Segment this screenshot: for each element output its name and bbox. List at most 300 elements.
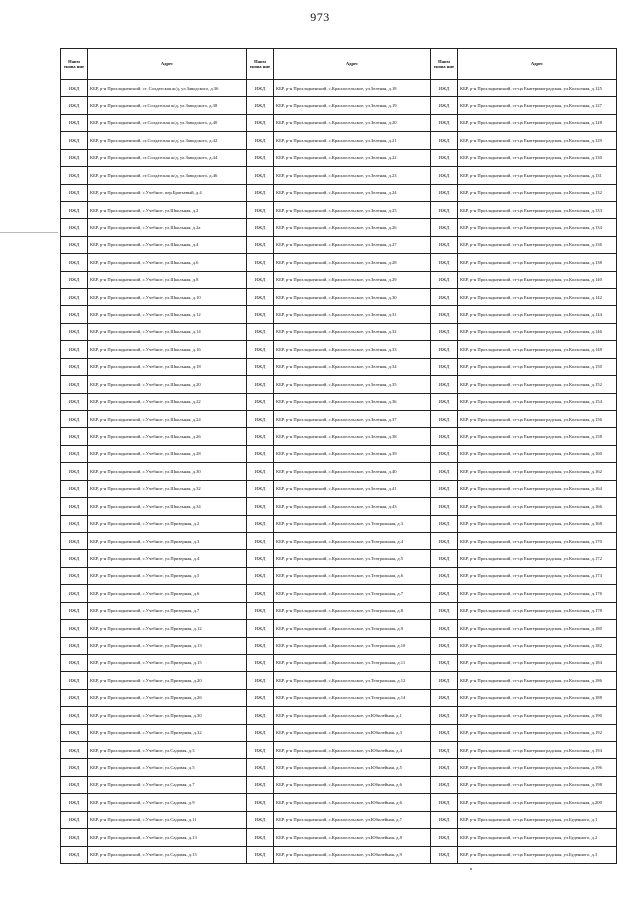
kind-cell: ИЖД xyxy=(247,358,274,375)
address-cell: КБР, р-н Прохладненский, с.Красносельское, ул.Зеленая, д.39 xyxy=(274,445,431,462)
kind-cell: ИЖД xyxy=(247,289,274,306)
kind-cell: ИЖД xyxy=(431,289,458,306)
address-cell: КБР, р-н Прохладненский, с.Учебное, ул.Призерная, д.5 xyxy=(88,567,247,584)
address-cell: КБР, р-н Прохладненский, с.Красносельское, ул.Зеленая, д.38 xyxy=(274,428,431,445)
header-address: Адрес xyxy=(274,49,431,80)
kind-cell: ИЖД xyxy=(431,97,458,114)
address-cell: КБР, р-н Прохладненский, с.Красносельское, ул.Зеленая, д.40 xyxy=(274,463,431,480)
address-cell: КБР, р-н Прохладненский, с.Учебное, ул.Школьная, д.34 xyxy=(88,498,247,515)
kind-cell: ИЖД xyxy=(247,759,274,776)
address-cell: КБР, р-н Прохладненский, ст-ца Екатериноградская, ул.Колхозная, д.162 xyxy=(458,463,617,480)
kind-cell: ИЖД xyxy=(247,515,274,532)
kind-cell: ИЖД xyxy=(61,411,88,428)
kind-cell: ИЖД xyxy=(247,550,274,567)
kind-cell: ИЖД xyxy=(431,742,458,759)
address-cell: КБР, р-н Прохладненский, с.Красносельское, ул.Зеленая, д.29 xyxy=(274,271,431,288)
kind-cell: ИЖД xyxy=(431,654,458,671)
address-cell: КБР, р-н Прохладненский, с.Красносельское, ул.Зеленая, д.41 xyxy=(274,480,431,497)
table-row xyxy=(61,776,617,793)
table-row xyxy=(61,167,617,184)
address-cell: КБР, р-н Прохладненский, с.Красносельское, ул.Театральная, д.14 xyxy=(274,689,431,706)
address-cell: КБР, р-н Прохладненский, ст-ца Екатериноградская, ул.Колхозная, д.160 xyxy=(458,445,617,462)
kind-cell: ИЖД xyxy=(61,620,88,637)
address-cell: КБР, р-н Прохладненский, с.Учебное, ул.Школьная, д.14 xyxy=(88,323,247,340)
page-number: 973 xyxy=(310,10,330,24)
table-row xyxy=(61,585,617,602)
kind-cell: ИЖД xyxy=(431,167,458,184)
kind-cell: ИЖД xyxy=(431,219,458,236)
kind-cell: ИЖД xyxy=(61,498,88,515)
kind-cell: ИЖД xyxy=(247,689,274,706)
table-row xyxy=(61,323,617,340)
address-cell: КБР, р-н Прохладненский, ст. Солдатская ж/д, ул.Заводского, д.36 xyxy=(88,80,247,97)
kind-cell: ИЖД xyxy=(61,80,88,97)
address-cell: КБР, р-н Прохладненский, ст.Солдатская ж/д, ул.Заводского, д.38 xyxy=(88,97,247,114)
address-cell: КБР, р-н Прохладненский, с.Учебное, ул.Призерная, д.15 xyxy=(88,654,247,671)
kind-cell: ИЖД xyxy=(61,323,88,340)
address-cell: КБР, р-н Прохладненский, с.Учебное, ул.Школьная, д.6 xyxy=(88,254,247,271)
address-cell: КБР, р-н Прохладненский, ст-ца Екатериноградская, ул.Колхозная, д.150 xyxy=(458,358,617,375)
address-cell: КБР, р-н Прохладненский, с.Красносельское, ул.Театральная, д.5 xyxy=(274,550,431,567)
address-cell: КБР, р-н Прохладненский, с.Красносельское, ул.Зеленая, д.25 xyxy=(274,201,431,218)
kind-cell: ИЖД xyxy=(61,515,88,532)
kind-cell: ИЖД xyxy=(247,393,274,410)
address-cell: КБР, р-н Прохладненский, с.Красносельское, ул.Театральная, д.12 xyxy=(274,672,431,689)
address-cell: КБР, р-н Прохладненский, с.Учебное, ул.Призерная, д.13 xyxy=(88,637,247,654)
table-row xyxy=(61,689,617,706)
address-cell: КБР, р-н Прохладненский, с.Красносельское, ул.Зеленая, д.23 xyxy=(274,167,431,184)
address-cell: КБР, р-н Прохладненский, ст-ца Екатериноградская, ул.Колхозная, д.130 xyxy=(458,149,617,166)
header-address: Адрес xyxy=(88,49,247,80)
address-cell: КБР, р-н Прохладненский, с.Красносельское, ул.Юбилейная, д.3 xyxy=(274,724,431,741)
address-cell: КБР, р-н Прохладненский, ст-ца Екатериноградская, ул.Колхозная, д.142 xyxy=(458,289,617,306)
kind-cell: ИЖД xyxy=(431,149,458,166)
address-cell: КБР, р-н Прохладненский, ст-ца Екатериноградская, ул.Колхозная, д.198 xyxy=(458,776,617,793)
address-cell: КБР, р-н Прохладненский, с.Красносельское, ул.Зеленая, д.26 xyxy=(274,219,431,236)
kind-cell: ИЖД xyxy=(61,341,88,358)
address-cell: КБР, р-н Прохладненский, ст-ца Екатериноградская, ул.Колхозная, д.174 xyxy=(458,567,617,584)
table-row xyxy=(61,480,617,497)
kind-cell: ИЖД xyxy=(431,829,458,846)
address-cell: КБР, р-н Прохладненский, ст-ца Екатериноградская, ул.Колхозная, д.188 xyxy=(458,689,617,706)
header-address: Адрес xyxy=(458,49,617,80)
table-row xyxy=(61,532,617,549)
address-cell: КБР, р-н Прохладненский, с.Учебное, ул.Школьная, д.8 xyxy=(88,271,247,288)
table-row xyxy=(61,149,617,166)
address-cell: КБР, р-н Прохладненский, с.Учебное, ул.Садовая, д.3 xyxy=(88,742,247,759)
kind-cell: ИЖД xyxy=(61,393,88,410)
address-cell: КБР, р-н Прохладненский, с.Учебное, ул.Школьная, д.12 xyxy=(88,306,247,323)
kind-cell: ИЖД xyxy=(247,532,274,549)
kind-cell: ИЖД xyxy=(431,254,458,271)
kind-cell: ИЖД xyxy=(61,219,88,236)
address-cell: КБР, р-н Прохладненский, ст-ца Екатериноградская, ул.Колхозная, д.186 xyxy=(458,672,617,689)
table-row xyxy=(61,463,617,480)
table-row xyxy=(61,672,617,689)
kind-cell: ИЖД xyxy=(61,550,88,567)
address-cell: КБР, р-н Прохладненский, с.Красносельское, ул.Зеленая, д.33 xyxy=(274,341,431,358)
table-row xyxy=(61,794,617,811)
address-cell: КБР, р-н Прохладненский, ст-ца Екатериноградская, ул.Колхозная, д.134 xyxy=(458,219,617,236)
kind-cell: ИЖД xyxy=(247,341,274,358)
kind-cell: ИЖД xyxy=(431,637,458,654)
kind-cell: ИЖД xyxy=(247,811,274,828)
address-cell: КБР, р-н Прохладненский, ст-ца Екатериноградская, ул.Колхозная, д.144 xyxy=(458,306,617,323)
address-cell: КБР, р-н Прохладненский, с.Красносельское, ул.Зеленая, д.34 xyxy=(274,358,431,375)
table-row xyxy=(61,620,617,637)
address-cell: КБР, р-н Прохладненский, с.Красносельское, ул.Театральная, д.8 xyxy=(274,602,431,619)
address-cell: КБР, р-н Прохладненский, с.Учебное, ул.Школьная, д.2а xyxy=(88,219,247,236)
kind-cell: ИЖД xyxy=(431,271,458,288)
address-cell: КБР, р-н Прохладненский, ст-ца Екатериноградская, ул.Колхозная, д.129 xyxy=(458,132,617,149)
address-cell: КБР, р-н Прохладненский, с.Красносельское, ул.Зеленая, д.24 xyxy=(274,184,431,201)
address-cell: КБР, р-н Прохладненский, ст-ца Екатериноградская, ул.Буденного, д.2 xyxy=(458,829,617,846)
address-cell: КБР, р-н Прохладненский, ст.Солдатская ж/д, ул.Заводского, д.40 xyxy=(88,114,247,131)
address-cell: КБР, р-н Прохладненский, с.Красносельское, ул.Зеленая, д.28 xyxy=(274,254,431,271)
address-cell: КБР, р-н Прохладненский, с.Красносельское, ул.Театральная, д.10 xyxy=(274,637,431,654)
kind-cell: ИЖД xyxy=(247,567,274,584)
table-row xyxy=(61,742,617,759)
kind-cell: ИЖД xyxy=(431,341,458,358)
kind-cell: ИЖД xyxy=(247,428,274,445)
address-cell: КБР, р-н Прохладненский, с.Учебное, ул.Садовая, д.7 xyxy=(88,776,247,793)
address-cell: КБР, р-н Прохладненский, с.Красносельское, ул.Зеленая, д.20 xyxy=(274,114,431,131)
table-row xyxy=(61,411,617,428)
kind-cell: ИЖД xyxy=(61,132,88,149)
address-cell: КБР, р-н Прохладненский, с.Красносельское, ул.Театральная, д.9 xyxy=(274,620,431,637)
kind-cell: ИЖД xyxy=(431,550,458,567)
kind-cell: ИЖД xyxy=(247,585,274,602)
address-cell: КБР, р-н Прохладненский, ст-ца Екатериноградская, ул.Колхозная, д.158 xyxy=(458,428,617,445)
kind-cell: ИЖД xyxy=(247,829,274,846)
address-cell: КБР, р-н Прохладненский, с.Красносельское, ул.Зеленая, д.21 xyxy=(274,132,431,149)
address-cell: КБР, р-н Прохладненский, с.Учебное, ул.Школьная, д.18 xyxy=(88,358,247,375)
address-cell: КБР, р-н Прохладненский, с.Учебное, пер.Братьевый, д.4 xyxy=(88,184,247,201)
kind-cell: ИЖД xyxy=(61,184,88,201)
kind-cell: ИЖД xyxy=(61,376,88,393)
kind-cell: ИЖД xyxy=(61,794,88,811)
address-cell: КБР, р-н Прохладненский, ст-ца Екатериноградская, ул.Колхозная, д.168 xyxy=(458,515,617,532)
address-cell: КБР, р-н Прохладненский, с.Учебное, ул.Школьная, д.28 xyxy=(88,445,247,462)
address-cell: КБР, р-н Прохладненский, с.Учебное, ул.Призерная, д.26 xyxy=(88,689,247,706)
kind-cell: ИЖД xyxy=(61,201,88,218)
address-cell: КБР, р-н Прохладненский, с.Красносельское, ул.Зеленая, д.27 xyxy=(274,236,431,253)
table-row xyxy=(61,724,617,741)
address-cell: КБР, р-н Прохладненский, с.Красносельское, ул.Зеленая, д.43 xyxy=(274,498,431,515)
address-cell: КБР, р-н Прохладненский, ст.Солдатская ж/д, ул.Заводского, д.46 xyxy=(88,167,247,184)
kind-cell: ИЖД xyxy=(431,794,458,811)
address-cell: КБР, р-н Прохладненский, с.Учебное, ул.Садовая, д.13 xyxy=(88,829,247,846)
kind-cell: ИЖД xyxy=(431,445,458,462)
address-cell: КБР, р-н Прохладненский, с.Красносельское, ул.Зеленая, д.30 xyxy=(274,289,431,306)
kind-cell: ИЖД xyxy=(61,271,88,288)
kind-cell: ИЖД xyxy=(61,654,88,671)
table-row xyxy=(61,201,617,218)
kind-cell: ИЖД xyxy=(61,480,88,497)
address-cell: КБР, р-н Прохладненский, с.Красносельское, ул.Юбилейная, д.8 xyxy=(274,829,431,846)
address-cell: КБР, р-н Прохладненский, ст-ца Екатериноградская, ул.Колхозная, д.131 xyxy=(458,167,617,184)
kind-cell: ИЖД xyxy=(431,811,458,828)
kind-cell: ИЖД xyxy=(431,515,458,532)
address-cell: КБР, р-н Прохладненский, ст-ца Екатериноградская, ул.Колхозная, д.148 xyxy=(458,341,617,358)
kind-cell: ИЖД xyxy=(247,236,274,253)
address-cell: КБР, р-н Прохладненский, с.Учебное, ул.Школьная, д.16 xyxy=(88,341,247,358)
kind-cell: ИЖД xyxy=(247,637,274,654)
table-row xyxy=(61,550,617,567)
address-cell: КБР, р-н Прохладненский, с.Учебное, ул.Школьная, д.24 xyxy=(88,411,247,428)
address-cell: КБР, р-н Прохладненский, с.Красносельское, ул.Юбилейная, д.6 xyxy=(274,776,431,793)
address-table xyxy=(60,48,617,864)
table-row xyxy=(61,80,617,97)
table-row xyxy=(61,184,617,201)
kind-cell: ИЖД xyxy=(431,846,458,863)
kind-cell: ИЖД xyxy=(247,654,274,671)
kind-cell: ИЖД xyxy=(431,672,458,689)
table-row xyxy=(61,393,617,410)
kind-cell: ИЖД xyxy=(61,672,88,689)
address-cell: КБР, р-н Прохладненский, с.Учебное, ул.Призерная, д.32 xyxy=(88,724,247,741)
address-cell: КБР, р-н Прохладненский, с.Красносельское, ул.Театральная, д.7 xyxy=(274,585,431,602)
table-row xyxy=(61,428,617,445)
kind-cell: ИЖД xyxy=(61,358,88,375)
kind-cell: ИЖД xyxy=(431,428,458,445)
address-cell: КБР, р-н Прохладненский, ст-ца Екатериноградская, ул.Колхозная, д.140 xyxy=(458,271,617,288)
address-cell: КБР, р-н Прохладненский, с.Красносельское, ул.Театральная, д.4 xyxy=(274,532,431,549)
address-cell: КБР, р-н Прохладненский, с.Красносельское, ул.Зеленая, д.31 xyxy=(274,306,431,323)
kind-cell: ИЖД xyxy=(431,306,458,323)
kind-cell: ИЖД xyxy=(247,707,274,724)
kind-cell: ИЖД xyxy=(61,167,88,184)
table-row xyxy=(61,306,617,323)
table-row xyxy=(61,829,617,846)
address-cell: КБР, р-н Прохладненский, ст.Солдатская ж/д, ул.Заводского, д.42 xyxy=(88,132,247,149)
kind-cell: ИЖД xyxy=(431,532,458,549)
kind-cell: ИЖД xyxy=(247,445,274,462)
kind-cell: ИЖД xyxy=(247,498,274,515)
address-cell: КБР, р-н Прохладненский, ст-ца Екатериноградская, ул.Колхозная, д.152 xyxy=(458,376,617,393)
address-cell: КБР, р-н Прохладненский, ст-ца Екатериноградская, ул.Колхозная, д.196 xyxy=(458,759,617,776)
kind-cell: ИЖД xyxy=(61,689,88,706)
table-row xyxy=(61,811,617,828)
address-cell: КБР, р-н Прохладненский, с.Учебное, ул.Школьная, д.4 xyxy=(88,236,247,253)
kind-cell: ИЖД xyxy=(247,271,274,288)
address-cell: КБР, р-н Прохладненский, с.Красносельское, ул.Юбилейная, д.5 xyxy=(274,759,431,776)
kind-cell: ИЖД xyxy=(61,602,88,619)
address-cell: КБР, р-н Прохладненский, с.Красносельское, ул.Юбилейная, д.9 xyxy=(274,846,431,863)
table-row xyxy=(61,846,617,863)
kind-cell: ИЖД xyxy=(247,201,274,218)
kind-cell: ИЖД xyxy=(61,724,88,741)
address-cell: КБР, р-н Прохладненский, ст-ца Екатериноградская, ул.Колхозная, д.172 xyxy=(458,550,617,567)
table-row xyxy=(61,358,617,375)
address-cell: КБР, р-н Прохладненский, ст-ца Екатериноградская, ул.Колхозная, д.164 xyxy=(458,480,617,497)
scan-margin-line xyxy=(0,232,58,233)
kind-cell: ИЖД xyxy=(61,776,88,793)
address-cell: КБР, р-н Прохладненский, ст-ца Екатериноградская, ул.Колхозная, д.128 xyxy=(458,114,617,131)
kind-cell: ИЖД xyxy=(431,236,458,253)
address-cell: КБР, р-н Прохладненский, с.Красносельское, ул.Зеленая, д.35 xyxy=(274,376,431,393)
kind-cell: ИЖД xyxy=(247,132,274,149)
kind-cell: ИЖД xyxy=(431,463,458,480)
table-row xyxy=(61,271,617,288)
table-row xyxy=(61,602,617,619)
kind-cell: ИЖД xyxy=(431,689,458,706)
address-cell: КБР, р-н Прохладненский, с.Красносельское, ул.Юбилейная, д.7 xyxy=(274,811,431,828)
table-row xyxy=(61,219,617,236)
kind-cell: ИЖД xyxy=(431,567,458,584)
address-cell: КБР, р-н Прохладненский, ст-ца Екатериноградская, ул.Буденного, д.1 xyxy=(458,811,617,828)
kind-cell: ИЖД xyxy=(61,567,88,584)
address-cell: КБР, р-н Прохладненский, с.Красносельское, ул.Юбилейная, д.1 xyxy=(274,707,431,724)
address-cell: КБР, р-н Прохладненский, с.Учебное, ул.Садовая, д.11 xyxy=(88,811,247,828)
kind-cell: ИЖД xyxy=(431,358,458,375)
kind-cell: ИЖД xyxy=(247,794,274,811)
address-cell: КБР, р-н Прохладненский, с.Красносельское, ул.Юбилейная, д.6 xyxy=(274,794,431,811)
address-cell: КБР, р-н Прохладненский, с.Красносельское, ул.Зеленая, д.36 xyxy=(274,393,431,410)
kind-cell: ИЖД xyxy=(247,620,274,637)
address-cell: КБР, р-н Прохладненский, с.Красносельское, ул.Зеленая, д.32 xyxy=(274,323,431,340)
address-cell: КБР, р-н Прохладненский, ст-ца Екатериноградская, ул.Колхозная, д.127 xyxy=(458,97,617,114)
kind-cell: ИЖД xyxy=(431,602,458,619)
address-cell: КБР, р-н Прохладненский, с.Учебное, ул.Школьная, д.22 xyxy=(88,393,247,410)
kind-cell: ИЖД xyxy=(61,829,88,846)
kind-cell: ИЖД xyxy=(61,97,88,114)
kind-cell: ИЖД xyxy=(61,742,88,759)
table-row xyxy=(61,341,617,358)
table-row xyxy=(61,759,617,776)
address-cell: КБР, р-н Прохладненский, ст-ца Екатериноградская, ул.Колхозная, д.133 xyxy=(458,201,617,218)
kind-cell: ИЖД xyxy=(431,776,458,793)
address-cell: КБР, р-н Прохладненский, с.Красносельское, ул.Юбилейная, д.4 xyxy=(274,742,431,759)
kind-cell: ИЖД xyxy=(247,323,274,340)
table-row xyxy=(61,254,617,271)
kind-cell: ИЖД xyxy=(61,759,88,776)
address-cell: КБР, р-н Прохладненский, с.Красносельское, ул.Театральная, д.3 xyxy=(274,515,431,532)
kind-cell: ИЖД xyxy=(61,846,88,863)
kind-cell: ИЖД xyxy=(431,201,458,218)
kind-cell: ИЖД xyxy=(247,167,274,184)
kind-cell: ИЖД xyxy=(247,480,274,497)
kind-cell: ИЖД xyxy=(431,480,458,497)
kind-cell: ИЖД xyxy=(61,289,88,306)
header-kind: Наим енова ние xyxy=(431,49,458,80)
kind-cell: ИЖД xyxy=(431,707,458,724)
kind-cell: ИЖД xyxy=(431,498,458,515)
table-row xyxy=(61,707,617,724)
kind-cell: ИЖД xyxy=(247,776,274,793)
kind-cell: ИЖД xyxy=(247,114,274,131)
header-kind: Наим енова ние xyxy=(61,49,88,80)
address-cell: КБР, р-н Прохладненский, с.Учебное, ул.Призерная, д.3 xyxy=(88,532,247,549)
table-row xyxy=(61,515,617,532)
table-row xyxy=(61,567,617,584)
kind-cell: ИЖД xyxy=(431,393,458,410)
address-cell: КБР, р-н Прохладненский, ст-ца Екатериноградская, ул.Колхозная, д.166 xyxy=(458,498,617,515)
table-row xyxy=(61,498,617,515)
kind-cell: ИЖД xyxy=(431,114,458,131)
address-cell: КБР, р-н Прохладненский, ст-ца Екатериноградская, ул.Колхозная, д.182 xyxy=(458,637,617,654)
kind-cell: ИЖД xyxy=(61,585,88,602)
kind-cell: ИЖД xyxy=(247,672,274,689)
kind-cell: ИЖД xyxy=(247,184,274,201)
address-cell: КБР, р-н Прохладненский, ст-ца Екатериноградская, ул.Колхозная, д.176 xyxy=(458,585,617,602)
address-cell: КБР, р-н Прохладненский, с.Учебное, ул.Призерная, д.12 xyxy=(88,620,247,637)
kind-cell: ИЖД xyxy=(431,80,458,97)
address-cell: КБР, р-н Прохладненский, с.Красносельское, ул.Зеленая, д.19 xyxy=(274,97,431,114)
kind-cell: ИЖД xyxy=(431,585,458,602)
kind-cell: ИЖД xyxy=(61,532,88,549)
kind-cell: ИЖД xyxy=(431,132,458,149)
address-cell: КБР, р-н Прохладненский, с.Красносельское, ул.Театральная, д.6 xyxy=(274,567,431,584)
address-cell: КБР, р-н Прохладненский, с.Учебное, ул.Призерная, д.6 xyxy=(88,585,247,602)
table-row xyxy=(61,236,617,253)
kind-cell: ИЖД xyxy=(247,149,274,166)
table-row xyxy=(61,114,617,131)
kind-cell: ИЖД xyxy=(61,811,88,828)
address-cell: КБР, р-н Прохладненский, ст-ца Екатериноградская, ул.Колхозная, д.146 xyxy=(458,323,617,340)
kind-cell: ИЖД xyxy=(61,637,88,654)
address-cell: КБР, р-н Прохладненский, с.Красносельское, ул.Театральная, д.11 xyxy=(274,654,431,671)
kind-cell: ИЖД xyxy=(431,376,458,393)
address-cell: КБР, р-н Прохладненский, ст.Солдатская ж/д, ул.Заводского, д.44 xyxy=(88,149,247,166)
kind-cell: ИЖД xyxy=(247,97,274,114)
header-kind: Наим енова ние xyxy=(247,49,274,80)
address-cell: КБР, р-н Прохладненский, ст-ца Екатериноградская, ул.Колхозная, д.132 xyxy=(458,184,617,201)
address-cell: КБР, р-н Прохладненский, с.Красносельское, ул.Зеленая, д.18 xyxy=(274,80,431,97)
kind-cell: ИЖД xyxy=(431,323,458,340)
table-row xyxy=(61,654,617,671)
kind-cell: ИЖД xyxy=(247,463,274,480)
kind-cell: ИЖД xyxy=(61,445,88,462)
address-cell: КБР, р-н Прохладненский, ст-ца Екатериноградская, ул.Колхозная, д.194 xyxy=(458,742,617,759)
kind-cell: ИЖД xyxy=(247,80,274,97)
kind-cell: ИЖД xyxy=(61,707,88,724)
address-cell: КБР, р-н Прохладненский, с.Учебное, ул.Призерная, д.30 xyxy=(88,707,247,724)
kind-cell: ИЖД xyxy=(61,114,88,131)
address-cell: КБР, р-н Прохладненский, ст-ца Екатериноградская, ул.Колхозная, д.125 xyxy=(458,80,617,97)
address-cell: КБР, р-н Прохладненский, ст-ца Екатериноградская, ул.Колхозная, д.170 xyxy=(458,532,617,549)
kind-cell: ИЖД xyxy=(61,236,88,253)
address-cell: КБР, р-н Прохладненский, с.Учебное, ул.Садовая, д.9 xyxy=(88,794,247,811)
kind-cell: ИЖД xyxy=(431,184,458,201)
address-cell: КБР, р-н Прохладненский, с.Учебное, ул.Школьная, д.20 xyxy=(88,376,247,393)
address-cell: КБР, р-н Прохладненский, с.Учебное, ул.Садовая, д.5 xyxy=(88,759,247,776)
kind-cell: ИЖД xyxy=(247,411,274,428)
kind-cell: ИЖД xyxy=(431,411,458,428)
kind-cell: ИЖД xyxy=(61,306,88,323)
address-cell: КБР, р-н Прохладненский, с.Учебное, ул.Школьная, д.26 xyxy=(88,428,247,445)
address-cell: КБР, р-н Прохладненский, с.Учебное, ул.Школьная, д.10 xyxy=(88,289,247,306)
address-cell: КБР, р-н Прохладненский, с.Красносельское, ул.Зеленая, д.22 xyxy=(274,149,431,166)
kind-cell: ИЖД xyxy=(247,742,274,759)
kind-cell: ИЖД xyxy=(247,724,274,741)
address-cell: КБР, р-н Прохладненский, ст-ца Екатериноградская, ул.Колхозная, д.200 xyxy=(458,794,617,811)
kind-cell: ИЖД xyxy=(431,759,458,776)
table-row xyxy=(61,376,617,393)
kind-cell: ИЖД xyxy=(61,463,88,480)
kind-cell: ИЖД xyxy=(61,149,88,166)
address-cell: КБР, р-н Прохладненский, ст-ца Екатериноградская, ул.Буденного, д.3 xyxy=(458,846,617,863)
kind-cell: ИЖД xyxy=(61,254,88,271)
address-cell: КБР, р-н Прохладненский, ст-ца Екатериноградская, ул.Колхозная, д.154 xyxy=(458,393,617,410)
table-header-row xyxy=(61,49,617,80)
address-cell: КБР, р-н Прохладненский, с.Учебное, ул.Школьная, д.30 xyxy=(88,463,247,480)
address-cell: КБР, р-н Прохладненский, ст-ца Екатериноградская, ул.Колхозная, д.136 xyxy=(458,236,617,253)
address-cell: КБР, р-н Прохладненский, с.Учебное, ул.Школьная, д.32 xyxy=(88,480,247,497)
kind-cell: ИЖД xyxy=(61,428,88,445)
address-cell: КБР, р-н Прохладненский, ст-ца Екатериноградская, ул.Колхозная, д.138 xyxy=(458,254,617,271)
kind-cell: ИЖД xyxy=(431,724,458,741)
